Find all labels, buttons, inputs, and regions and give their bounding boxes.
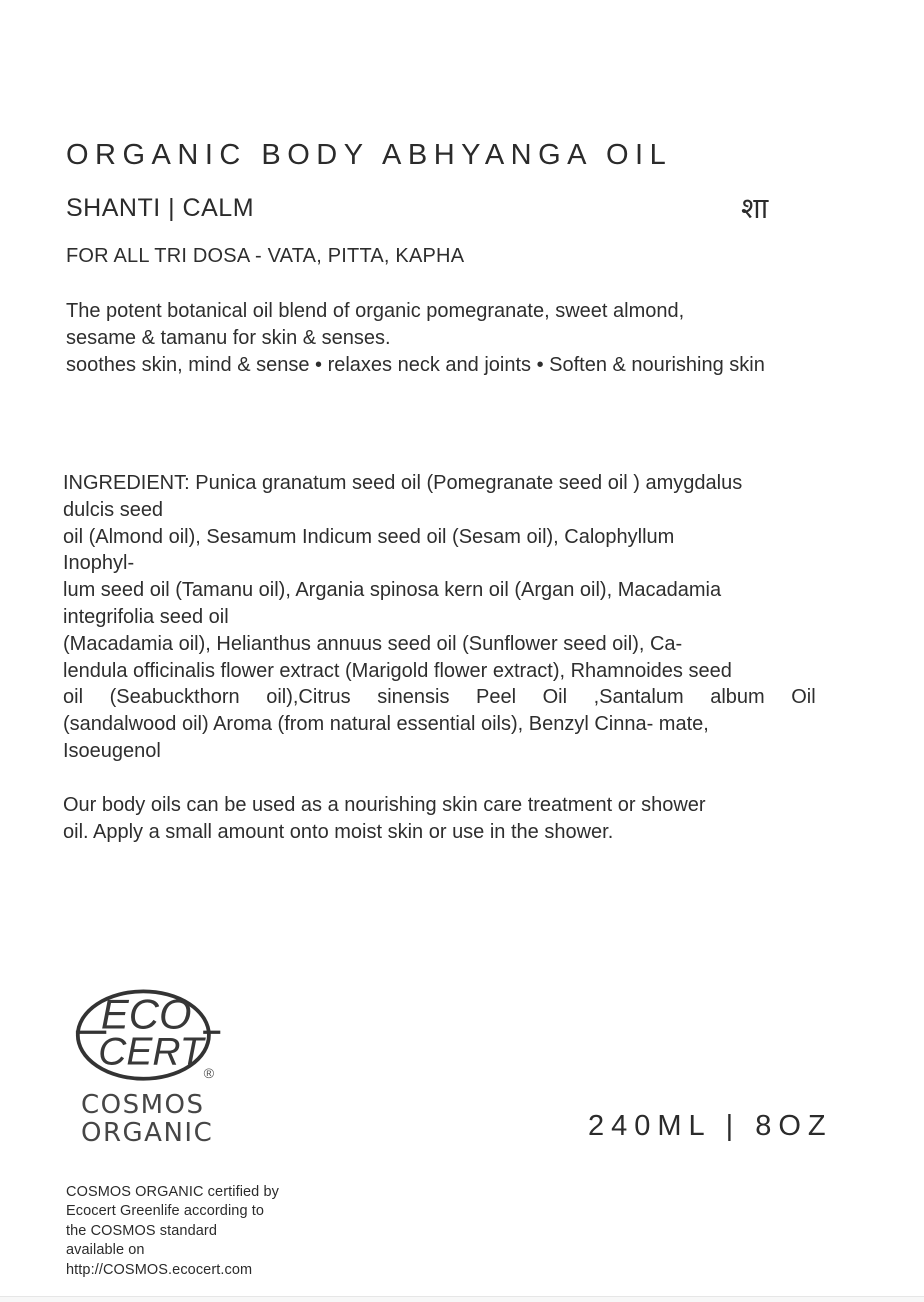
ingredients-line-justified: oil (Seabuckthorn oil),Citrus sinensis Peel Oil ,Santalum album Oil bbox=[63, 686, 816, 709]
ecocert-logo-icon bbox=[74, 986, 226, 1086]
ingredients-paragraph bbox=[63, 470, 911, 765]
cosmos-word: COSMOS bbox=[81, 1090, 205, 1120]
description-line: soothes skin, mind & sense • relaxes neck and joints • Soften & nourishing skin bbox=[66, 354, 765, 376]
ingredients-line: lendula officinalis flower extract (Marigold flower extract), Rhamnoides seed bbox=[63, 659, 732, 682]
organic-word: ORGANIC bbox=[81, 1118, 214, 1148]
usage-line: oil. Apply a small amount onto moist skin or use in the shower. bbox=[63, 821, 614, 843]
tri-dosha-line: FOR ALL TRI DOSA - VATA, PITTA, KAPHA bbox=[66, 245, 465, 267]
registered-trademark-icon: ® bbox=[203, 1065, 215, 1082]
ecocert-word-bottom: CERT bbox=[98, 1030, 204, 1074]
certification-note-line: http://COSMOS.ecocert.com bbox=[66, 1261, 253, 1278]
usage-line: Our body oils can be used as a nourishing skin care treatment or shower bbox=[63, 794, 706, 816]
ingredients-line: lum seed oil (Tamanu oil), Argania spinosa kern oil (Argan oil), Macadamia bbox=[63, 579, 722, 602]
volume-text: 240ML | 8OZ bbox=[588, 1110, 833, 1142]
ingredients-line: oil (Almond oil), Sesamum Indicum seed oil (Sesam oil), Calophyllum bbox=[63, 525, 675, 548]
description-line: The potent botanical oil blend of organic pomegranate, sweet almond, bbox=[66, 300, 685, 322]
ingredients-line: dulcis seed bbox=[63, 498, 164, 521]
description-line: sesame & tamanu for skin & senses. bbox=[66, 327, 391, 349]
certification-note-line: the COSMOS standard bbox=[66, 1222, 217, 1239]
certification-note-line: Ecocert Greenlife according to bbox=[66, 1203, 265, 1220]
ecocert-word-top: ECO bbox=[100, 990, 192, 1038]
ingredients-line: INGREDIENT: Punica granatum seed oil (Pomegranate seed oil ) amygdalus bbox=[63, 472, 743, 494]
certification-note bbox=[66, 1183, 279, 1280]
description-paragraph bbox=[66, 298, 916, 379]
ingredients-line: Inophyl- bbox=[63, 552, 135, 575]
usage-paragraph bbox=[63, 792, 913, 846]
ingredients-line: Isoeugenol bbox=[63, 739, 161, 762]
devanagari-shanti-glyph: शा bbox=[741, 193, 769, 225]
ingredients-line: integrifolia seed oil bbox=[63, 605, 229, 628]
product-title: ORGANIC BODY ABHYANGA OIL bbox=[66, 139, 673, 171]
label-bottom-edge bbox=[0, 1296, 924, 1302]
product-subtitle: SHANTI | CALM bbox=[66, 194, 255, 222]
cosmos-organic-mark bbox=[81, 1091, 213, 1147]
ingredients-line: (sandalwood oil) Aroma (from natural essential oils), Benzyl Cinna- mate, bbox=[63, 713, 709, 736]
ingredients-line: (Macadamia oil), Helianthus annuus seed oil (Sunflower seed oil), Ca- bbox=[63, 632, 683, 655]
certification-note-line: available on bbox=[66, 1242, 145, 1259]
certification-note-line: COSMOS ORGANIC certified by bbox=[66, 1184, 279, 1200]
